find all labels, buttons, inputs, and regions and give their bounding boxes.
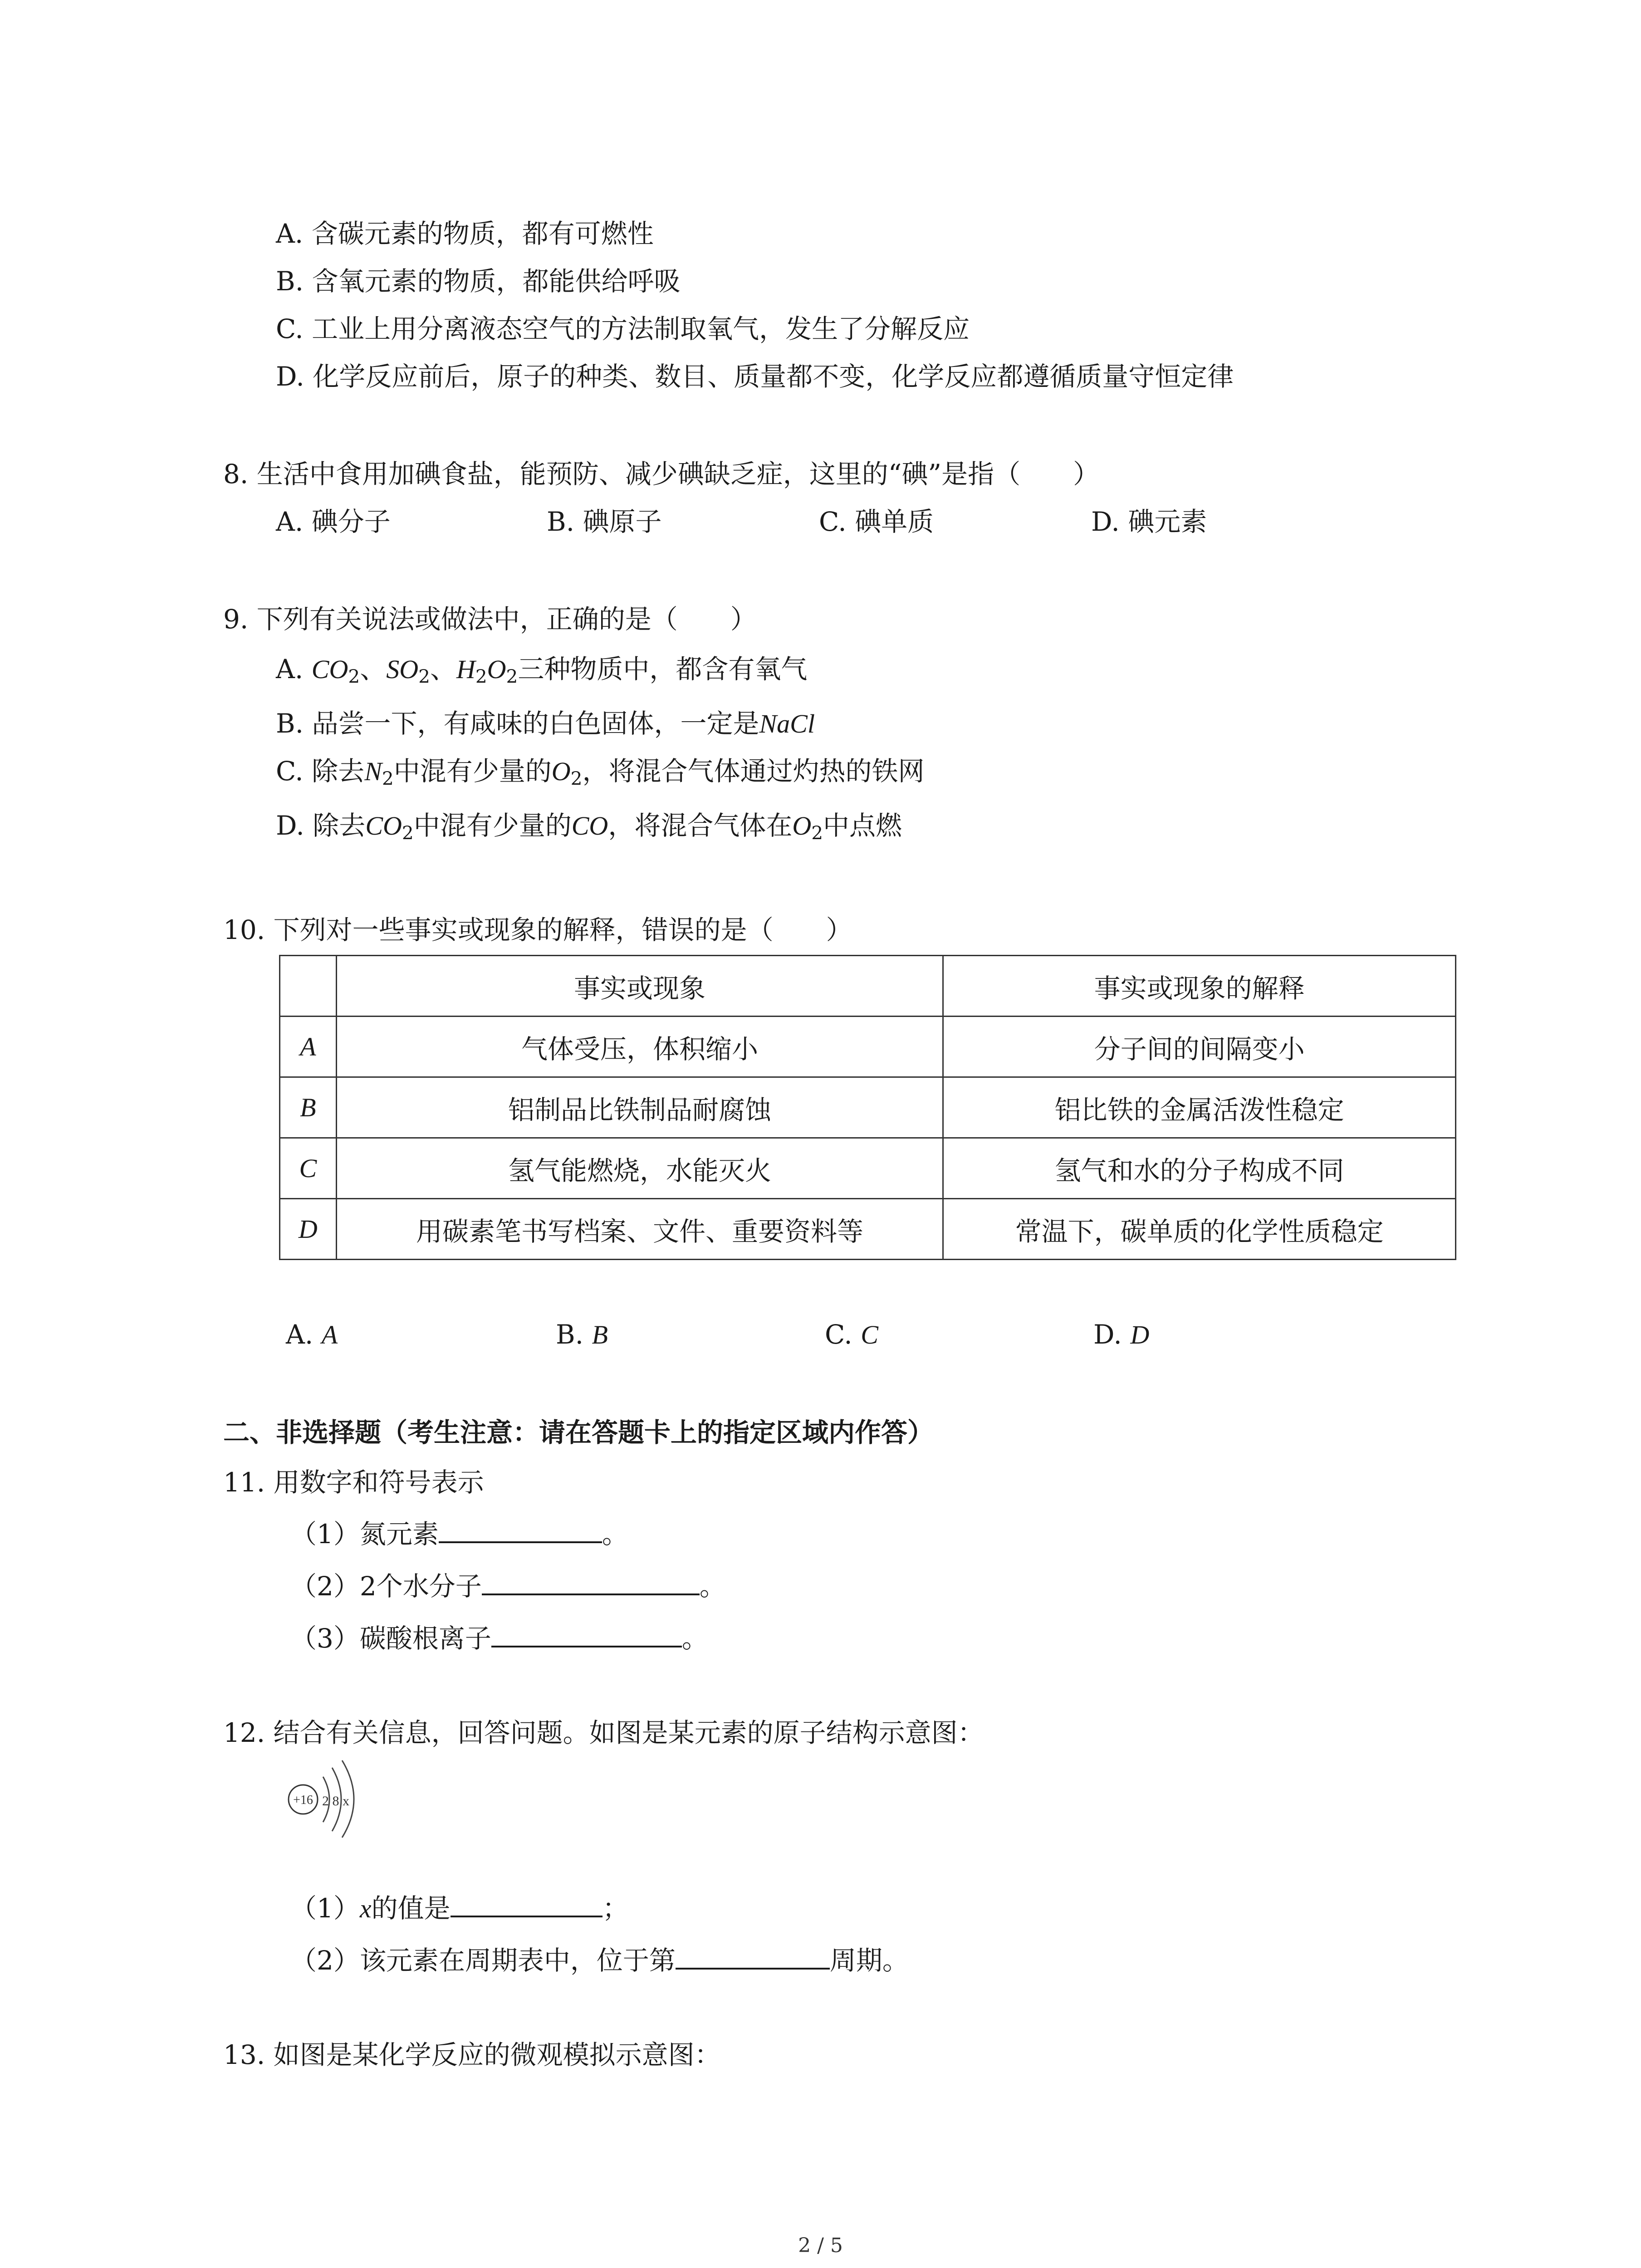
electron-counts: 2 8 x: [322, 1794, 349, 1809]
q7-option-c: C. 工业上用分离液态空气的方法制取氧气，发生了分解反应: [276, 313, 970, 344]
row-label: C: [280, 1138, 337, 1199]
q8-option-a: A. 碘分子: [276, 506, 391, 537]
section-title: 二、非选择题（考生注意：请在答题卡上的指定区域内作答）: [223, 1417, 934, 1448]
q7-option-a: A. 含碳元素的物质，都有可燃性: [276, 218, 654, 249]
table-row: [280, 1199, 1456, 1260]
q9-option-d: D. 除去$CO_2$中混有少量的CO，将混合气体在$O_2$中点燃: [276, 810, 902, 844]
q11-stem: 11. 用数字和符号表示: [223, 1467, 484, 1498]
q8-stem: 8. 生活中食用加碘食盐，能预防、减少碘缺乏症，这里的“碘”是指（ ）: [223, 459, 1100, 489]
explain-cell: 分子间的间隔变小: [943, 1017, 1456, 1077]
row-label: D: [280, 1199, 337, 1260]
table-header-cell: 事实或现象: [336, 956, 943, 1017]
table-corner-cell: [280, 956, 337, 1017]
q8-option-d: D. 碘元素: [1091, 506, 1207, 537]
q9-option-b: B. 品尝一下，有咸味的白色固体，一定是NaCl: [276, 708, 815, 739]
explain-cell: 铝比铁的金属活泼性稳定: [943, 1077, 1456, 1138]
q9-option-a: A. $CO_2$、$SO_2$、$H_2O_2$三种物质中，都含有氧气: [276, 654, 808, 688]
answer-blank: [451, 1889, 603, 1917]
nucleus-charge: +16: [293, 1793, 313, 1807]
table-header-cell: 事实或现象的解释: [943, 956, 1456, 1017]
q11-part3: （3）碳酸根离子 。: [290, 1619, 708, 1657]
q10-stem: 10. 下列对一些事实或现象的解释，错误的是（ ）: [223, 914, 852, 945]
q12-part2: （2）该元素在周期表中，位于第 周期。: [290, 1941, 909, 1979]
q11-part1: （1）氮元素 。: [290, 1515, 628, 1552]
q9-option-c: C. 除去$N_2$中混有少量的$O_2$，将混合气体通过灼热的铁网: [276, 756, 925, 790]
fact-cell: 氢气能燃烧，水能灭火: [336, 1138, 943, 1199]
table-row: [280, 1077, 1456, 1138]
fact-cell: 气体受压，体积缩小: [336, 1017, 943, 1077]
q12-part1: （1）x的值是 ；: [290, 1889, 629, 1927]
q8-option-c: C. 碘单质: [819, 506, 934, 537]
atomic-structure-diagram: [281, 1749, 390, 1839]
explain-cell: 氢气和水的分子构成不同: [943, 1138, 1456, 1199]
q9-stem: 9. 下列有关说法或做法中，正确的是（ ）: [223, 604, 757, 635]
q10-facts-table: [279, 955, 1456, 1260]
table-row: [280, 1017, 1456, 1077]
q10-option-a: A. A: [286, 1319, 338, 1350]
q10-option-c: C. C: [825, 1319, 878, 1350]
q12-stem: 12. 结合有关信息，回答问题。如图是某元素的原子结构示意图：: [223, 1717, 984, 1748]
table-row: [280, 1138, 1456, 1199]
explain-cell: 常温下，碳单质的化学性质稳定: [943, 1199, 1456, 1260]
q10-option-d: D. D: [1093, 1319, 1150, 1350]
q7-option-b: B. 含氧元素的物质，都能供给呼吸: [276, 266, 681, 297]
q10-option-b: B. B: [556, 1319, 608, 1350]
q7-option-d: D. 化学反应前后，原子的种类、数目、质量都不变，化学反应都遵循质量守恒定律: [276, 361, 1234, 392]
answer-blank: [439, 1515, 602, 1543]
answer-blank: [482, 1567, 700, 1595]
row-label: A: [280, 1017, 337, 1077]
fact-cell: 用碳素笔书写档案、文件、重要资料等: [336, 1199, 943, 1260]
q8-option-b: B. 碘原子: [547, 506, 662, 537]
row-label: B: [280, 1077, 337, 1138]
q13-stem: 13. 如图是某化学反应的微观模拟示意图：: [223, 2039, 721, 2070]
answer-blank: [491, 1619, 682, 1647]
table-header-row: [280, 956, 1456, 1017]
page-number: 2 / 5: [798, 2234, 843, 2257]
fact-cell: 铝制品比铁制品耐腐蚀: [336, 1077, 943, 1138]
answer-blank: [676, 1941, 830, 1970]
q11-part2: （2）2个水分子 。: [290, 1567, 726, 1604]
